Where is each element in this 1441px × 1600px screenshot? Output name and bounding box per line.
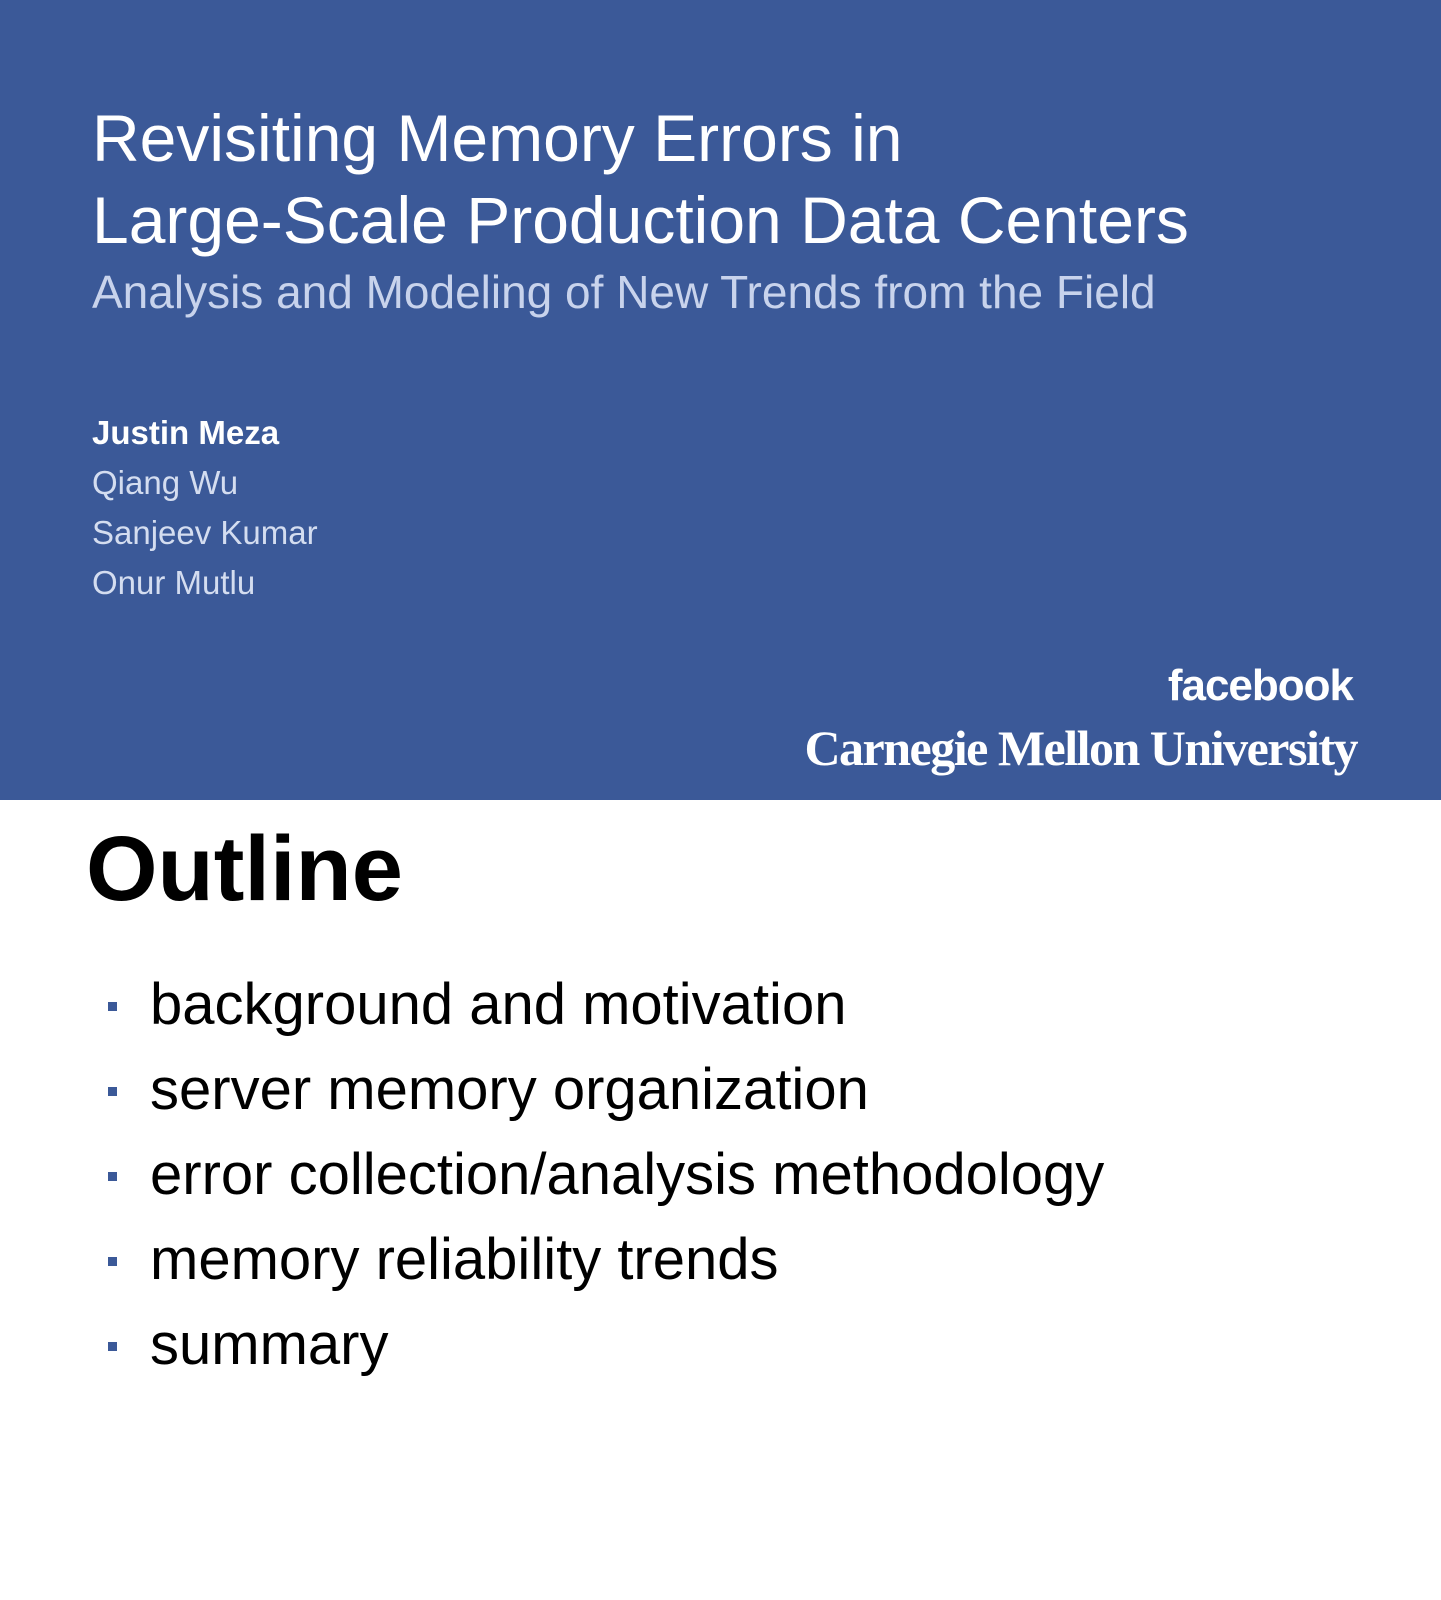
outline-heading: Outline: [86, 818, 403, 920]
outline-slide: [0, 800, 1441, 1600]
author-name: Justin Meza: [92, 414, 280, 451]
slide-subtitle: Analysis and Modeling of New Trends from the Field: [92, 266, 1156, 318]
cmu-logo: Carnegie Mellon University: [804, 720, 1357, 776]
author-name: Qiang Wu: [92, 464, 239, 501]
slide-title-line-2: Large-Scale Production Data Centers: [92, 183, 1189, 257]
author-name: Sanjeev Kumar: [92, 514, 318, 551]
list-item-text: server memory organization: [150, 1057, 869, 1122]
square-bullet-icon: [108, 1087, 117, 1096]
list-item-text: error collection/analysis methodology: [150, 1142, 1105, 1207]
list-item-text: summary: [150, 1312, 389, 1377]
author-name: Onur Mutlu: [92, 564, 256, 601]
square-bullet-icon: [108, 1172, 117, 1181]
slide-title-line-1: Revisiting Memory Errors in: [92, 101, 903, 175]
author-list: [92, 408, 318, 608]
list-item-text: background and motivation: [150, 972, 847, 1037]
square-bullet-icon: [108, 1002, 117, 1011]
facebook-logo: facebook: [1167, 661, 1353, 710]
list-item-text: memory reliability trends: [150, 1227, 779, 1292]
square-bullet-icon: [108, 1257, 117, 1266]
square-bullet-icon: [108, 1342, 117, 1351]
